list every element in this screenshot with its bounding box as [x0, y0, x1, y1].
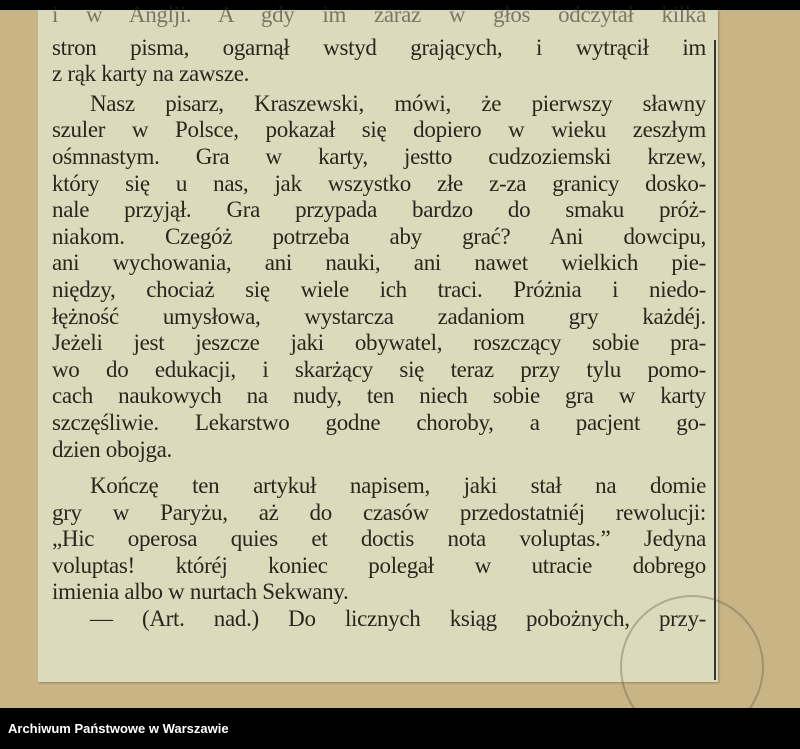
- text-line: imienia albo w nurtach Sekwany.: [52, 579, 349, 605]
- text-line: nale przyjął. Gra przypada bardzo do smaku próż-: [52, 197, 706, 223]
- text-line: ani wychowania, ani nauki, ani nawet wielkich pie-: [52, 250, 706, 276]
- text-line: niakom. Czegóż potrzeba aby grać? Ani dowcipu,: [52, 223, 706, 249]
- text-line: wo do edukacji, i skarżący się teraz przy tylu pomo-: [52, 356, 706, 382]
- footer-bar: [0, 708, 800, 749]
- text-line: Jeżeli jest jeszcze jaki obywatel, roszczący sobie pra-: [52, 330, 706, 356]
- text-line: który się u nas, jak wszystko złe z-za granicy dosko-: [52, 170, 706, 196]
- text-line: dzien obojga.: [52, 436, 173, 462]
- text-line: gry w Paryżu, aż do czasów przedostatniéj rewolucji:: [52, 499, 706, 525]
- text-line: — (Art. nad.) Do licznych ksiąg pobożnych, przy-: [90, 606, 706, 632]
- text-line: szuler w Polsce, pokazał się dopiero w wieku zeszłym: [52, 117, 706, 143]
- text-line: ośmnastym. Gra w karty, jestto cudzoziemski krzew,: [52, 143, 706, 169]
- text-line: szczęśliwie. Lekarstwo godne choroby, a pacjent go-: [52, 409, 706, 435]
- text-line: i w Anglji. A gdy im zaraz w głos odczytał kilka: [52, 2, 706, 27]
- text-line: Kończę ten artykuł napisem, jaki stał na domie: [90, 473, 706, 499]
- column-rule: [714, 40, 716, 680]
- text-line: cach naukowych na nudy, ten niech sobie gra w karty: [52, 383, 706, 409]
- article-text: [52, 2, 706, 633]
- text-line: z rąk karty na zawsze.: [52, 61, 250, 87]
- text-line: niędzy, chociaż się wiele ich traci. Próżnia i niedo-: [52, 276, 706, 302]
- archive-name: Archiwum Państwowe w Warszawie: [8, 721, 229, 736]
- text-line: „Hic operosa quies et doctis nota voluptas.” Jedyna: [52, 526, 706, 552]
- text-line: łężność umysłowa, wystarcza zadaniom gry każdéj.: [52, 303, 706, 329]
- text-line: Nasz pisarz, Kraszewski, mówi, że pierwszy sławny: [90, 90, 706, 116]
- text-line: voluptas! któréj koniec polegał w utracie dobrego: [52, 552, 706, 578]
- text-line: stron pisma, ogarnął wstyd grających, i wytrącił im: [52, 34, 706, 60]
